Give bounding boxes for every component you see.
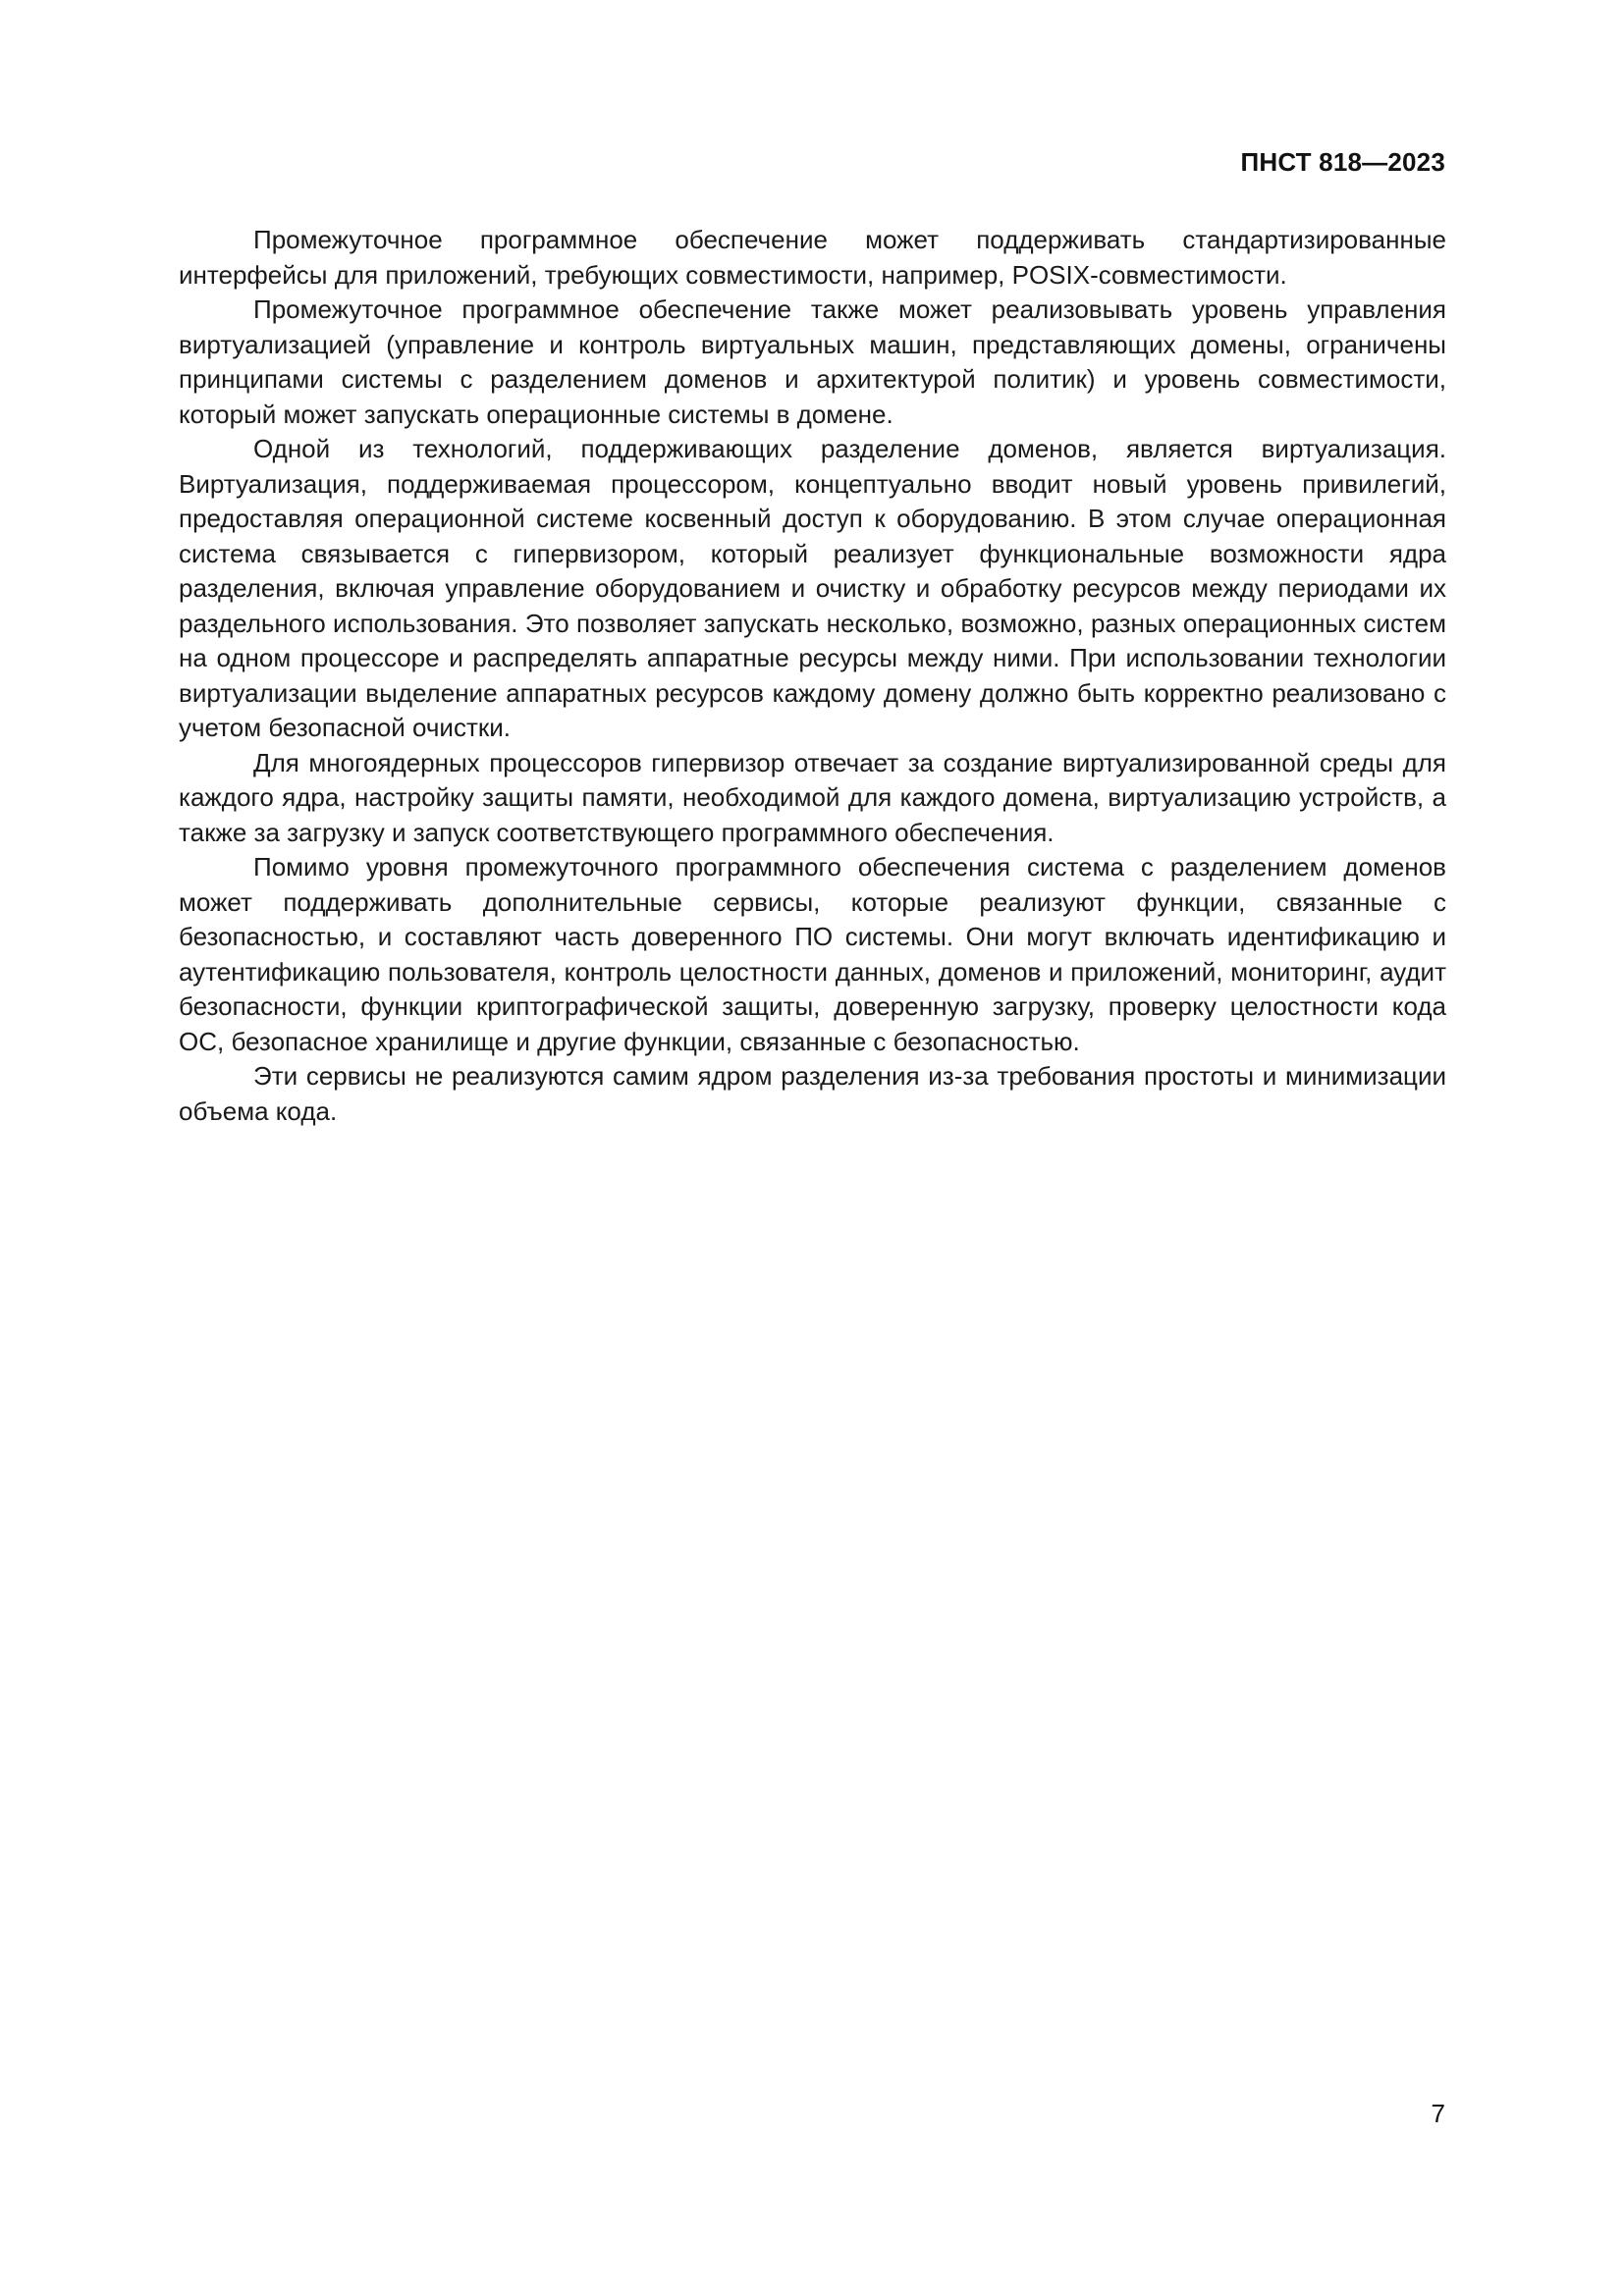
page-number: 7 — [1431, 2099, 1445, 2128]
document-code-header: ПНСТ 818—2023 — [1240, 147, 1445, 177]
paragraph: Промежуточное программное обеспечение также может реализовывать уровень управления виртуализацией (управление и контроль виртуальных машин, представляющих домены, ограничены принципами системы с разделением доменов и архитектурой политик) и уровень совместимости, который может запускать операционные системы в домене. — [179, 294, 1446, 429]
document-body — [179, 223, 1446, 1129]
paragraph: Помимо уровня промежуточного программного обеспечения система с разделением доменов может поддерживать дополнительные сервисы, которые реализуют функции, связанные с безопасностью, и составляют часть доверенного ПО системы. Они могут включать идентификацию и аутентификацию пользователя, контроль целостности данных, доменов и приложений, мониторинг, аудит безопасности, функции криптографической защиты, доверенную загрузку, проверку целостности кода ОС, безопасное хранилище и другие функции, связанные с безопасностью. — [179, 852, 1446, 1056]
paragraph: Эти сервисы не реализуются самим ядром разделения из-за требования простоты и минимизации объема кода. — [179, 1061, 1446, 1126]
paragraph: Для многоядерных процессоров гипервизор отвечает за создание виртуализированной среды для каждого ядра, настройку защиты памяти, необходимой для каждого домена, виртуализацию устройств, а также за загрузку и запуск соответствующего программного обеспечения. — [179, 747, 1446, 847]
paragraph: Промежуточное программное обеспечение может поддерживать стандартизированные интерфейсы для приложений, требующих совместимости, например, POSIX-совместимости. — [179, 225, 1446, 290]
paragraph: Одной из технологий, поддерживающих разделение доменов, является виртуализация. Виртуализация, поддерживаемая процессором, концептуально вводит новый уровень привилегий, предоставляя операционной системе косвенный доступ к оборудованию. В этом случае операционная система связывается с гипервизором, который реализует функциональные возможности ядра разделения, включая управление оборудованием и очистку и обработку ресурсов между периодами их раздельного использования. Это позволяет запускать несколько, возможно, разных операционных систем на одном процессоре и распределять аппаратные ресурсы между ними. При использовании технологии виртуализации выделение аппаратных ресурсов каждому домену должно быть корректно реализовано с учетом безопасной очистки. — [179, 434, 1446, 742]
